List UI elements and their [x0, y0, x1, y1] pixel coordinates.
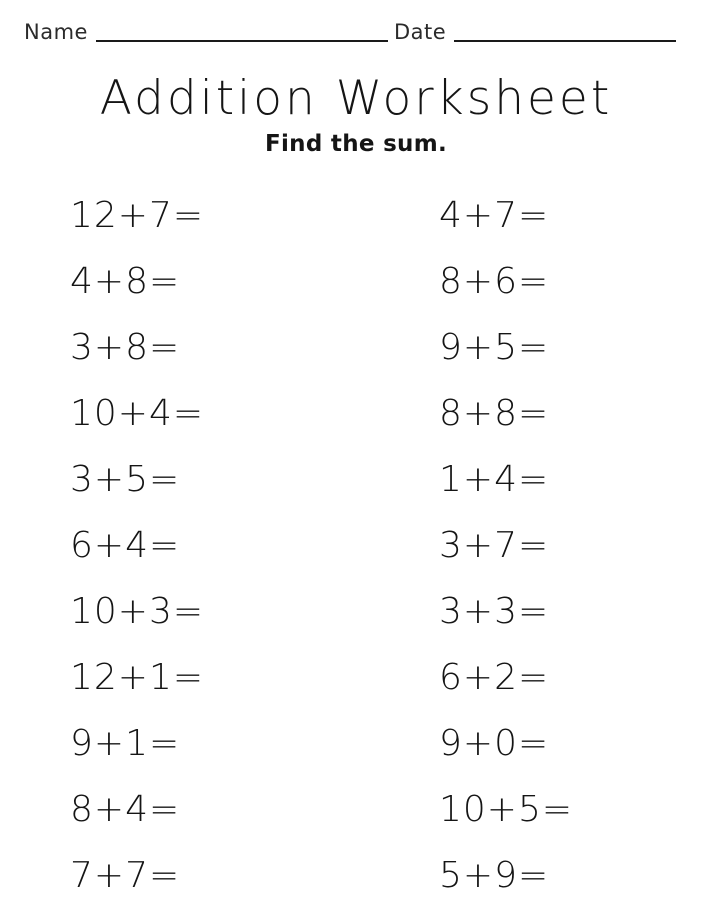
problem-item: 8+4=	[70, 788, 181, 830]
problem-item: 3+5=	[70, 458, 181, 500]
problem-item: 7+7=	[70, 854, 181, 896]
date-label: Date	[393, 20, 447, 44]
problem-grid	[0, 183, 712, 909]
student-info-row	[0, 0, 712, 45]
problem-item: 6+4=	[70, 524, 181, 566]
problem-item: 10+5=	[439, 788, 574, 830]
name-label: Name	[24, 20, 88, 44]
problem-item: 8+6=	[439, 260, 550, 302]
problem-item: 5+9=	[439, 854, 550, 896]
problem-item: 9+1=	[70, 722, 181, 764]
name-write-line[interactable]	[96, 40, 388, 42]
problem-item: 9+5=	[439, 326, 550, 368]
problem-item: 10+4=	[70, 392, 205, 434]
problem-item: 3+7=	[439, 524, 550, 566]
problem-item: 4+8=	[70, 260, 181, 302]
page-title: Addition Worksheet	[99, 71, 613, 126]
problem-item: 9+0=	[439, 722, 550, 764]
problem-item: 6+2=	[439, 656, 550, 698]
problem-item: 3+3=	[439, 590, 550, 632]
problem-column-right	[371, 183, 672, 909]
problem-item: 12+7=	[70, 194, 205, 236]
problem-item: 1+4=	[439, 458, 550, 500]
problem-item: 8+8=	[439, 392, 550, 434]
problem-column-left	[70, 183, 371, 909]
problem-item: 12+1=	[70, 656, 205, 698]
page-subtitle: Find the sum.	[264, 130, 448, 157]
problem-item: 10+3=	[70, 590, 205, 632]
problem-item: 3+8=	[70, 326, 181, 368]
problem-item: 4+7=	[439, 194, 550, 236]
date-write-line[interactable]	[454, 40, 676, 42]
